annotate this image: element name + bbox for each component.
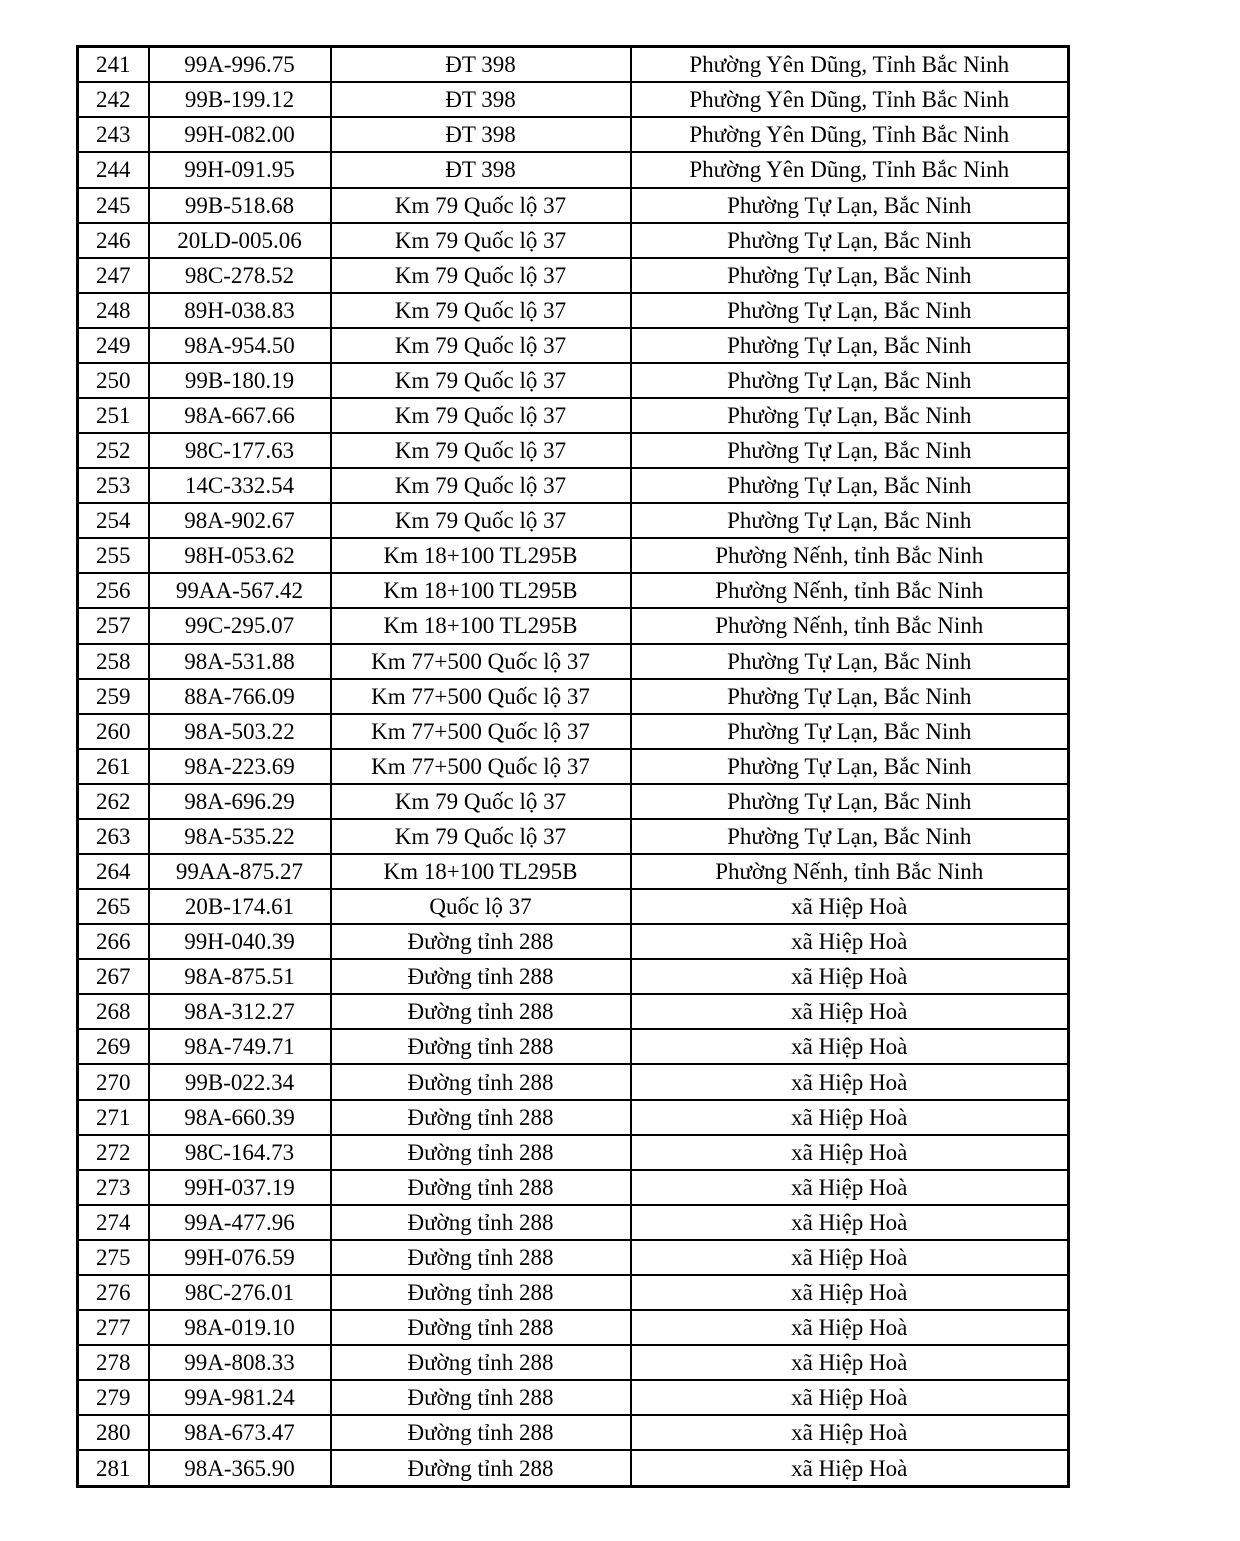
cell-location: Phường Nếnh, tỉnh Bắc Ninh: [631, 573, 1069, 608]
cell-road: Đường tỉnh 288: [331, 1415, 631, 1450]
cell-road: Km 18+100 TL295B: [331, 538, 631, 573]
cell-location: Phường Nếnh, tỉnh Bắc Ninh: [631, 538, 1069, 573]
cell-location: xã Hiệp Hoà: [631, 889, 1069, 924]
cell-road: Đường tỉnh 288: [331, 1380, 631, 1415]
cell-road: Km 77+500 Quốc lộ 37: [331, 749, 631, 784]
cell-row-number: 253: [78, 468, 149, 503]
cell-location: xã Hiệp Hoà: [631, 1345, 1069, 1380]
cell-location: Phường Tự Lạn, Bắc Ninh: [631, 188, 1069, 223]
cell-road: Đường tỉnh 288: [331, 1240, 631, 1275]
table-row: [78, 644, 1069, 679]
cell-row-number: 245: [78, 188, 149, 223]
cell-row-number: 263: [78, 819, 149, 854]
cell-location: xã Hiệp Hoà: [631, 1029, 1069, 1064]
cell-license-plate: 98A-673.47: [149, 1415, 331, 1450]
cell-row-number: 246: [78, 223, 149, 258]
cell-license-plate: 20B-174.61: [149, 889, 331, 924]
cell-road: Đường tỉnh 288: [331, 1170, 631, 1205]
table-row: [78, 959, 1069, 994]
cell-license-plate: 98C-276.01: [149, 1275, 331, 1310]
cell-license-plate: 99B-180.19: [149, 363, 331, 398]
cell-row-number: 254: [78, 503, 149, 538]
cell-license-plate: 99H-082.00: [149, 117, 331, 152]
cell-license-plate: 98H-053.62: [149, 538, 331, 573]
cell-location: Phường Nếnh, tỉnh Bắc Ninh: [631, 608, 1069, 643]
table-row: [78, 749, 1069, 784]
cell-license-plate: 99H-091.95: [149, 152, 331, 187]
cell-location: Phường Yên Dũng, Tỉnh Bắc Ninh: [631, 117, 1069, 152]
cell-license-plate: 89H-038.83: [149, 293, 331, 328]
cell-row-number: 265: [78, 889, 149, 924]
table-row: [78, 924, 1069, 959]
cell-license-plate: 99B-022.34: [149, 1064, 331, 1099]
cell-row-number: 274: [78, 1205, 149, 1240]
cell-license-plate: 98A-696.29: [149, 784, 331, 819]
cell-location: Phường Tự Lạn, Bắc Ninh: [631, 433, 1069, 468]
cell-road: Km 79 Quốc lộ 37: [331, 258, 631, 293]
cell-location: Phường Tự Lạn, Bắc Ninh: [631, 223, 1069, 258]
cell-road: Km 79 Quốc lộ 37: [331, 784, 631, 819]
cell-road: ĐT 398: [331, 117, 631, 152]
cell-location: Phường Nếnh, tỉnh Bắc Ninh: [631, 854, 1069, 889]
cell-location: Phường Tự Lạn, Bắc Ninh: [631, 679, 1069, 714]
table-row: [78, 1275, 1069, 1310]
cell-road: Đường tỉnh 288: [331, 1135, 631, 1170]
table-row: [78, 188, 1069, 223]
cell-road: ĐT 398: [331, 47, 631, 83]
cell-location: Phường Yên Dũng, Tỉnh Bắc Ninh: [631, 152, 1069, 187]
cell-location: Phường Tự Lạn, Bắc Ninh: [631, 328, 1069, 363]
cell-license-plate: 99B-518.68: [149, 188, 331, 223]
cell-row-number: 271: [78, 1100, 149, 1135]
cell-row-number: 244: [78, 152, 149, 187]
cell-road: Km 79 Quốc lộ 37: [331, 363, 631, 398]
cell-license-plate: 99A-996.75: [149, 47, 331, 83]
cell-road: Km 77+500 Quốc lộ 37: [331, 714, 631, 749]
cell-row-number: 275: [78, 1240, 149, 1275]
cell-location: Phường Tự Lạn, Bắc Ninh: [631, 398, 1069, 433]
cell-location: xã Hiệp Hoà: [631, 1100, 1069, 1135]
cell-location: Phường Yên Dũng, Tỉnh Bắc Ninh: [631, 47, 1069, 83]
cell-location: xã Hiệp Hoà: [631, 1240, 1069, 1275]
cell-location: xã Hiệp Hoà: [631, 1205, 1069, 1240]
cell-location: Phường Tự Lạn, Bắc Ninh: [631, 258, 1069, 293]
table-row: [78, 82, 1069, 117]
cell-row-number: 261: [78, 749, 149, 784]
cell-road: Km 79 Quốc lộ 37: [331, 433, 631, 468]
cell-road: Đường tỉnh 288: [331, 1345, 631, 1380]
cell-row-number: 241: [78, 47, 149, 83]
table-row: [78, 1029, 1069, 1064]
cell-license-plate: 99H-040.39: [149, 924, 331, 959]
cell-row-number: 256: [78, 573, 149, 608]
table-row: [78, 363, 1069, 398]
cell-license-plate: 98A-749.71: [149, 1029, 331, 1064]
cell-row-number: 262: [78, 784, 149, 819]
cell-row-number: 266: [78, 924, 149, 959]
cell-road: Đường tỉnh 288: [331, 1275, 631, 1310]
table-body: [78, 47, 1069, 1487]
cell-location: xã Hiệp Hoà: [631, 959, 1069, 994]
cell-license-plate: 98A-019.10: [149, 1310, 331, 1345]
cell-license-plate: 99AA-875.27: [149, 854, 331, 889]
cell-road: ĐT 398: [331, 152, 631, 187]
cell-road: Km 79 Quốc lộ 37: [331, 503, 631, 538]
cell-row-number: 255: [78, 538, 149, 573]
cell-road: Km 79 Quốc lộ 37: [331, 188, 631, 223]
cell-road: Km 79 Quốc lộ 37: [331, 398, 631, 433]
table-row: [78, 468, 1069, 503]
table-row: [78, 1380, 1069, 1415]
table-row: [78, 994, 1069, 1029]
cell-road: Đường tỉnh 288: [331, 959, 631, 994]
cell-row-number: 243: [78, 117, 149, 152]
cell-location: Phường Tự Lạn, Bắc Ninh: [631, 749, 1069, 784]
cell-row-number: 251: [78, 398, 149, 433]
cell-road: Đường tỉnh 288: [331, 1205, 631, 1240]
cell-road: Đường tỉnh 288: [331, 924, 631, 959]
cell-license-plate: 98A-875.51: [149, 959, 331, 994]
cell-row-number: 252: [78, 433, 149, 468]
cell-road: Km 18+100 TL295B: [331, 608, 631, 643]
cell-road: Km 77+500 Quốc lộ 37: [331, 679, 631, 714]
cell-road: Đường tỉnh 288: [331, 1029, 631, 1064]
cell-location: Phường Tự Lạn, Bắc Ninh: [631, 819, 1069, 854]
table-row: [78, 1205, 1069, 1240]
cell-row-number: 249: [78, 328, 149, 363]
cell-license-plate: 98C-164.73: [149, 1135, 331, 1170]
cell-row-number: 267: [78, 959, 149, 994]
table-row: [78, 1240, 1069, 1275]
cell-location: Phường Tự Lạn, Bắc Ninh: [631, 503, 1069, 538]
table-row: [78, 608, 1069, 643]
cell-location: xã Hiệp Hoà: [631, 1135, 1069, 1170]
table-row: [78, 679, 1069, 714]
cell-license-plate: 99H-037.19: [149, 1170, 331, 1205]
cell-road: Km 79 Quốc lộ 37: [331, 223, 631, 258]
cell-location: xã Hiệp Hoà: [631, 924, 1069, 959]
cell-license-plate: 98A-531.88: [149, 644, 331, 679]
table-row: [78, 784, 1069, 819]
cell-road: Đường tỉnh 288: [331, 994, 631, 1029]
cell-row-number: 272: [78, 1135, 149, 1170]
cell-row-number: 269: [78, 1029, 149, 1064]
table-row: [78, 573, 1069, 608]
cell-road: Đường tỉnh 288: [331, 1450, 631, 1486]
cell-license-plate: 98A-954.50: [149, 328, 331, 363]
cell-location: xã Hiệp Hoà: [631, 994, 1069, 1029]
cell-license-plate: 98C-278.52: [149, 258, 331, 293]
cell-license-plate: 99A-808.33: [149, 1345, 331, 1380]
cell-license-plate: 99A-477.96: [149, 1205, 331, 1240]
cell-road: Km 18+100 TL295B: [331, 573, 631, 608]
cell-license-plate: 99C-295.07: [149, 608, 331, 643]
cell-row-number: 257: [78, 608, 149, 643]
cell-road: Đường tỉnh 288: [331, 1064, 631, 1099]
cell-location: Phường Yên Dũng, Tỉnh Bắc Ninh: [631, 82, 1069, 117]
cell-row-number: 277: [78, 1310, 149, 1345]
cell-license-plate: 99B-199.12: [149, 82, 331, 117]
cell-license-plate: 98A-667.66: [149, 398, 331, 433]
cell-location: Phường Tự Lạn, Bắc Ninh: [631, 293, 1069, 328]
cell-road: Đường tỉnh 288: [331, 1100, 631, 1135]
cell-location: xã Hiệp Hoà: [631, 1450, 1069, 1486]
table-row: [78, 433, 1069, 468]
cell-license-plate: 99A-981.24: [149, 1380, 331, 1415]
cell-location: Phường Tự Lạn, Bắc Ninh: [631, 714, 1069, 749]
cell-license-plate: 98C-177.63: [149, 433, 331, 468]
cell-road: Km 18+100 TL295B: [331, 854, 631, 889]
cell-location: Phường Tự Lạn, Bắc Ninh: [631, 784, 1069, 819]
cell-license-plate: 99AA-567.42: [149, 573, 331, 608]
cell-license-plate: 88A-766.09: [149, 679, 331, 714]
table-row: [78, 223, 1069, 258]
cell-location: xã Hiệp Hoà: [631, 1275, 1069, 1310]
cell-license-plate: 99H-076.59: [149, 1240, 331, 1275]
cell-row-number: 242: [78, 82, 149, 117]
cell-row-number: 276: [78, 1275, 149, 1310]
cell-row-number: 281: [78, 1450, 149, 1486]
table-row: [78, 538, 1069, 573]
table-row: [78, 503, 1069, 538]
cell-road: Quốc lộ 37: [331, 889, 631, 924]
cell-location: xã Hiệp Hoà: [631, 1415, 1069, 1450]
cell-row-number: 270: [78, 1064, 149, 1099]
vehicle-violation-table: [76, 45, 1070, 1488]
cell-row-number: 264: [78, 854, 149, 889]
cell-row-number: 279: [78, 1380, 149, 1415]
table-row: [78, 1064, 1069, 1099]
cell-location: xã Hiệp Hoà: [631, 1310, 1069, 1345]
cell-road: Đường tỉnh 288: [331, 1310, 631, 1345]
cell-row-number: 259: [78, 679, 149, 714]
cell-road: Km 79 Quốc lộ 37: [331, 468, 631, 503]
table-row: [78, 1170, 1069, 1205]
table-row: [78, 1135, 1069, 1170]
cell-row-number: 247: [78, 258, 149, 293]
table-row: [78, 152, 1069, 187]
cell-location: xã Hiệp Hoà: [631, 1380, 1069, 1415]
cell-road: Km 79 Quốc lộ 37: [331, 328, 631, 363]
table-row: [78, 117, 1069, 152]
table-row: [78, 854, 1069, 889]
cell-row-number: 278: [78, 1345, 149, 1380]
cell-license-plate: 14C-332.54: [149, 468, 331, 503]
cell-location: xã Hiệp Hoà: [631, 1170, 1069, 1205]
cell-license-plate: 98A-535.22: [149, 819, 331, 854]
cell-location: xã Hiệp Hoà: [631, 1064, 1069, 1099]
table-row: [78, 398, 1069, 433]
cell-row-number: 280: [78, 1415, 149, 1450]
cell-row-number: 260: [78, 714, 149, 749]
table-row: [78, 1415, 1069, 1450]
table-row: [78, 1345, 1069, 1380]
table-row: [78, 258, 1069, 293]
table-row: [78, 889, 1069, 924]
cell-row-number: 273: [78, 1170, 149, 1205]
cell-license-plate: 98A-902.67: [149, 503, 331, 538]
cell-license-plate: 98A-365.90: [149, 1450, 331, 1486]
cell-license-plate: 98A-312.27: [149, 994, 331, 1029]
cell-road: Km 79 Quốc lộ 37: [331, 293, 631, 328]
cell-license-plate: 20LD-005.06: [149, 223, 331, 258]
cell-row-number: 258: [78, 644, 149, 679]
cell-row-number: 250: [78, 363, 149, 398]
cell-location: Phường Tự Lạn, Bắc Ninh: [631, 644, 1069, 679]
table-row: [78, 714, 1069, 749]
cell-road: ĐT 398: [331, 82, 631, 117]
cell-location: Phường Tự Lạn, Bắc Ninh: [631, 468, 1069, 503]
cell-license-plate: 98A-223.69: [149, 749, 331, 784]
cell-license-plate: 98A-660.39: [149, 1100, 331, 1135]
cell-location: Phường Tự Lạn, Bắc Ninh: [631, 363, 1069, 398]
table-row: [78, 1450, 1069, 1486]
table-row: [78, 293, 1069, 328]
table-row: [78, 1100, 1069, 1135]
cell-road: Km 77+500 Quốc lộ 37: [331, 644, 631, 679]
cell-row-number: 248: [78, 293, 149, 328]
table-row: [78, 47, 1069, 83]
cell-road: Km 79 Quốc lộ 37: [331, 819, 631, 854]
cell-row-number: 268: [78, 994, 149, 1029]
cell-license-plate: 98A-503.22: [149, 714, 331, 749]
table-row: [78, 328, 1069, 363]
table-row: [78, 1310, 1069, 1345]
table-row: [78, 819, 1069, 854]
